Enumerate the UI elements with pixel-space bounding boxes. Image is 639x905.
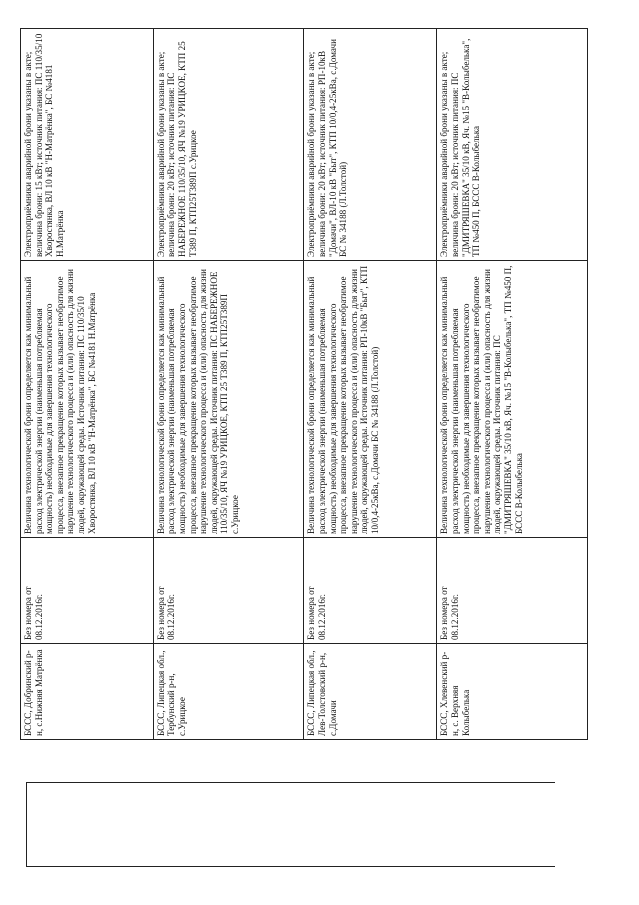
table-row: [153, 29, 304, 740]
emergency-reserve-cell: Электроприёмники аварийной брони указаны в акте; величина брони: 15 кВт; источник питания: ПС 110/35/10 Хворостянка, ВЛ 10 кВ "Н-Матрёнка", БС №4181 Н.Матрёнка: [21, 29, 154, 261]
signature-rule-upper: [26, 782, 555, 783]
object-cell: БССС, Липецкая обл., Лев-Толстовский р-н, с.Домачи: [304, 644, 437, 740]
object-cell: БССС, Хлевенский р-н, с. Верхняя Колыбелька: [437, 644, 588, 740]
object-cell: БССС, Липецкая обл., Тербунский р-н, с.Урицкое: [153, 644, 304, 740]
act-cell: Без номера от 08.12.2016г.: [21, 538, 154, 644]
table-row: [304, 29, 437, 740]
signature-rule-left-edge: [26, 782, 27, 866]
table-row: [437, 29, 588, 740]
technological-reserve-cell: Величина технологической брони определяется как минимальный расход электрической энергии (наименьшая потребляемая мощность) необходимые для завершения технологического процесса, внезапное прекращение которых вызывает необратимое нарушение технологического процесса и (или) опасность для жизни людей, окружающей среды. Источник питания: ПС "ДМИТРЯШЕВКА" 35/10 кВ, Яч. №15 "В-Колыбелька", ТП №450 П, БССС В-Колыбелька: [437, 261, 588, 538]
power-reservation-table: [20, 28, 588, 740]
act-cell: Без номера от 08.12.2016г.: [304, 538, 437, 644]
emergency-reserve-cell: Электроприёмники аварийной брони указаны в акте; величина брони: 20 кВт; источник питания: ПС НАБЕРЕЖНОЕ 110/35/10, ЯЧ №19 УРИЦКОЕ, КТП 25 Т389 П, КТП25Т389П с.Урицкое: [153, 29, 304, 261]
act-cell: Без номера от 08.12.2016г.: [153, 538, 304, 644]
act-cell: Без номера от 08.12.2016г.: [437, 538, 588, 644]
technological-reserve-cell: Величина технологической брони определяется как минимальный расход электрической энергии (наименьшая потребляемая мощность) необходимые для завершения технологического процесса, внезапное прекращение которых вызывает необратимое нарушение технологического процесса и (или) опасность для жизни людей, окружающей среды. Источник питания: ПС НАБЕРЕЖНОЕ 110/35/10, ЯЧ №19 УРИЦКОЕ, КТП 25 Т389 П, КТП25Т389П с.Урицкое: [153, 261, 304, 538]
technological-reserve-cell: Величина технологической брони определяется как минимальный расход электрической энергии (наименьшая потребляемая мощность) необходимые для завершения технологического процесса, внезапное прекращение которых вызывает необратимое нарушение технологического процесса и (или) опасность для жизни людей, окружающей среды. Источник питания: ПС 110/35/10 Хворостянка, ВЛ 10 кВ "Н-Матрёнка", БС №4181 Н.Матрёнка: [21, 261, 154, 538]
technological-reserve-cell: Величина технологической брони определяется как минимальный расход электрической энергии (наименьшая потребляемая мощность) необходимые для завершения технологического процесса, внезапное прекращение которых вызывает необратимое нарушение технологического процесса и (или) опасность для жизни людей, окружающей среды. Источник питания: РП-10кВ "Быт", КТП 10/0,4-25кВа, с.Домачи БС № 34188 (Л.Толстой): [304, 261, 437, 538]
emergency-reserve-cell: Электроприёмники аварийной брони указаны в акте; величина брони: 20 кВт; источник питания: РП-10кВ "Домачи", ВЛ-10 кВ "Быт", КТП 10/0,4-25кВа, с.Домачи БС № 34188 (Л.Толстой): [304, 29, 437, 261]
object-cell: БССС, Добринский р-н, с.Нижняя Матрёнка: [21, 644, 154, 740]
signature-rule-lower: [26, 866, 555, 867]
emergency-reserve-cell: Электроприёмники аварийной брони указаны в акте; величина брони: 20 кВт; источник питания: ПС "ДМИТРЯШЕВКА" 35/10 кВ, Яч. №15 "В-Колыбелька", ТП №450 П, БССС В-Колыбелька: [437, 29, 588, 261]
table-row: [21, 29, 154, 740]
